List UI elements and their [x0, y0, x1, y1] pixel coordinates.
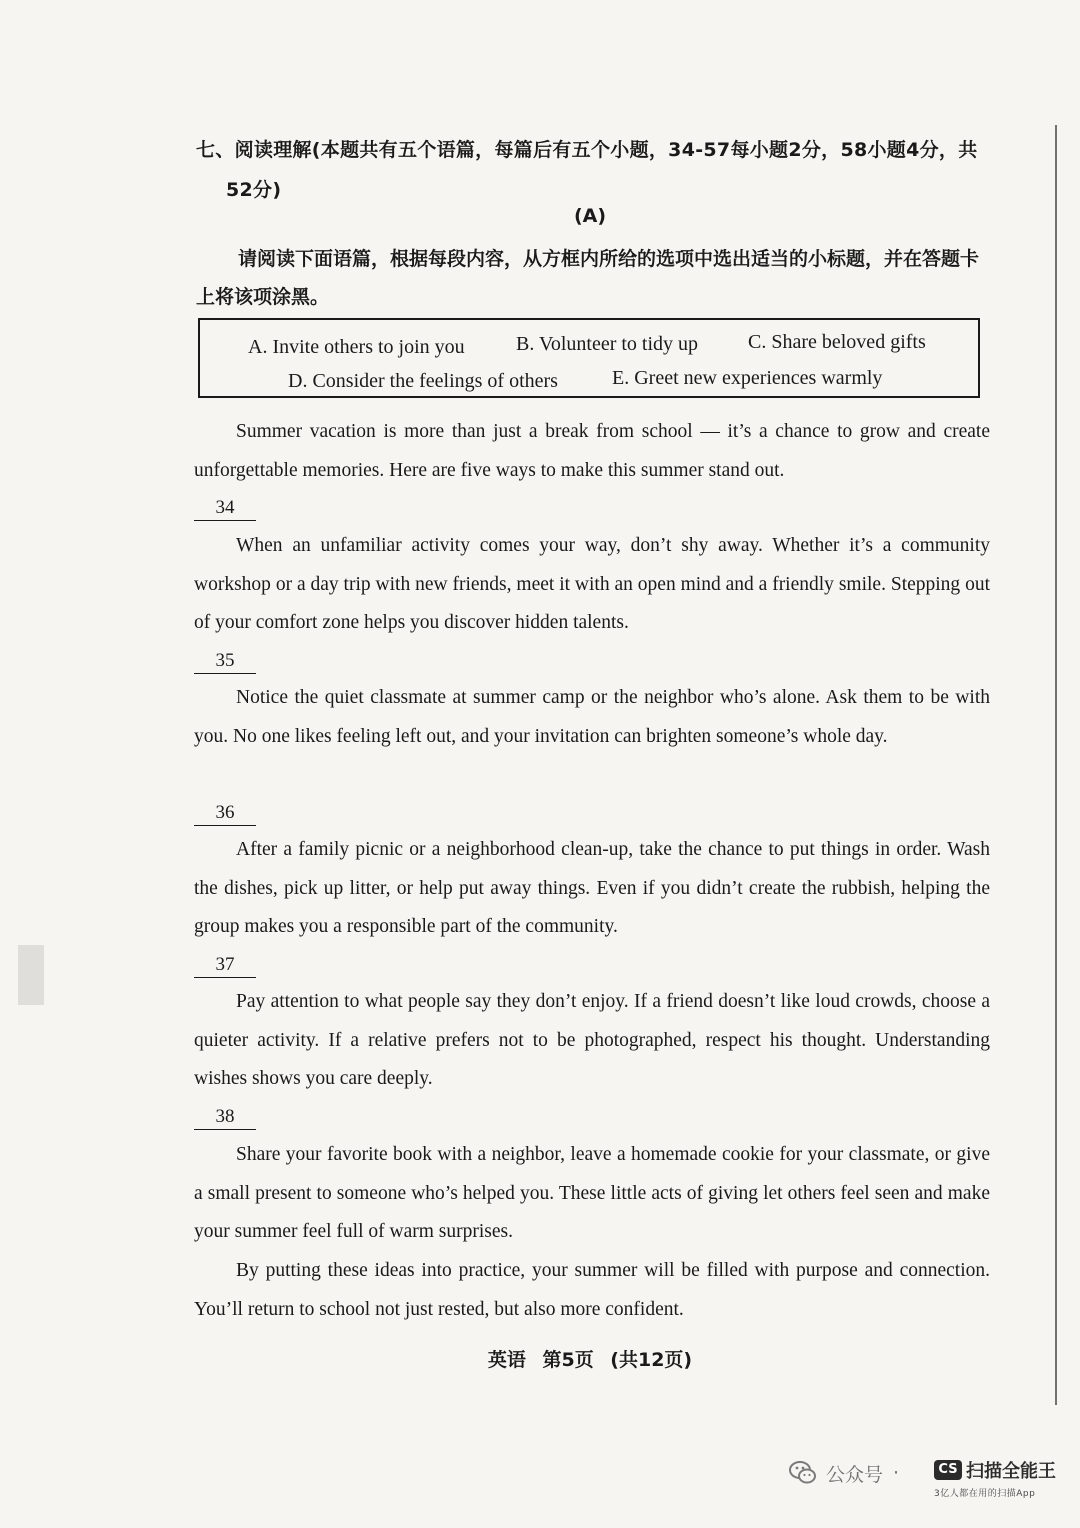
watermark-separator: ·: [893, 1462, 900, 1484]
intro-paragraph: Summer vacation is more than just a break from school — it’s a chance to grow and create unforgettable memories. Here are five ways to make this summer stand out.: [194, 421, 990, 481]
camscanner-logo-icon: CS: [934, 1460, 962, 1480]
paragraph-38: Share your favorite book with a neighbor, leave a homemade cookie for your classmate, or give a small present to someone who’s helped you. These little acts of giving let others feel seen and make your summer feel full of warm surprises.: [194, 1144, 990, 1242]
question-blank-35: 35: [194, 649, 256, 674]
section-title-line2: 52分): [226, 179, 282, 201]
paragraph-34: When an unfamiliar activity comes your way, don’t shy away. Whether it’s a community workshop or a day trip with new friends, meet it with an open mind and a friendly smile. Stepping out of your comfort zone helps you discover hidden talents.: [194, 535, 990, 633]
option-e: E. Greet new experiences warmly: [612, 367, 883, 389]
question-blank-37: 37: [194, 953, 256, 978]
scanner-tagline: 3亿人都在用的扫描App: [934, 1489, 1036, 1499]
conclusion-paragraph: By putting these ideas into practice, your summer will be filled with purpose and connection. You’ll return to school not just rested, but also more confident.: [194, 1260, 990, 1320]
option-d: D. Consider the feelings of others: [288, 370, 558, 392]
wechat-icon: [788, 1458, 818, 1488]
instruction-text: 请阅读下面语篇，根据每段内容，从方框内所给的选项中选出适当的小标题，并在答题卡上将该项涂黑。: [196, 248, 980, 308]
passage-label: (A): [573, 205, 607, 227]
question-blank-36: 36: [194, 801, 256, 826]
section-title-line1: 七、阅读理解(本题共有五个语篇，每篇后有五个小题，34-57每小题2分，58小题4分，共: [196, 139, 978, 161]
option-a: A. Invite others to join you: [248, 336, 465, 358]
options-box: [198, 318, 980, 398]
question-blank-34: 34: [194, 496, 256, 521]
option-c: C. Share beloved gifts: [748, 331, 926, 353]
scanner-app-name: 扫描全能王: [966, 1461, 1056, 1482]
watermark-label: 公众号: [826, 1463, 884, 1486]
question-blank-38: 38: [194, 1105, 256, 1130]
paragraph-37: Pay attention to what people say they don’t enjoy. If a friend doesn’t like loud crowds, choose a quieter activity. If a relative prefers not to be photographed, respect his thought. Understanding wishes shows you care deeply.: [194, 991, 990, 1089]
option-b: B. Volunteer to tidy up: [516, 333, 699, 355]
section-title: [196, 130, 996, 210]
paragraph-36: After a family picnic or a neighborhood clean-up, take the chance to put things in order. Wash the dishes, pick up litter, or help put away things. Even if you didn’t create the rubbish, helping the group makes you a responsible part of the community.: [194, 839, 990, 937]
wechat-watermark: [788, 1458, 909, 1488]
scan-smudge: [18, 945, 44, 1005]
page-edge-shadow: [1055, 125, 1057, 1405]
page-footer: 英语 第5页 (共12页): [487, 1349, 693, 1371]
paragraph-35: Notice the quiet classmate at summer camp or the neighbor who’s alone. Ask them to be with you. No one likes feeling left out, and your invitation can brighten someone’s whole day.: [194, 687, 990, 747]
